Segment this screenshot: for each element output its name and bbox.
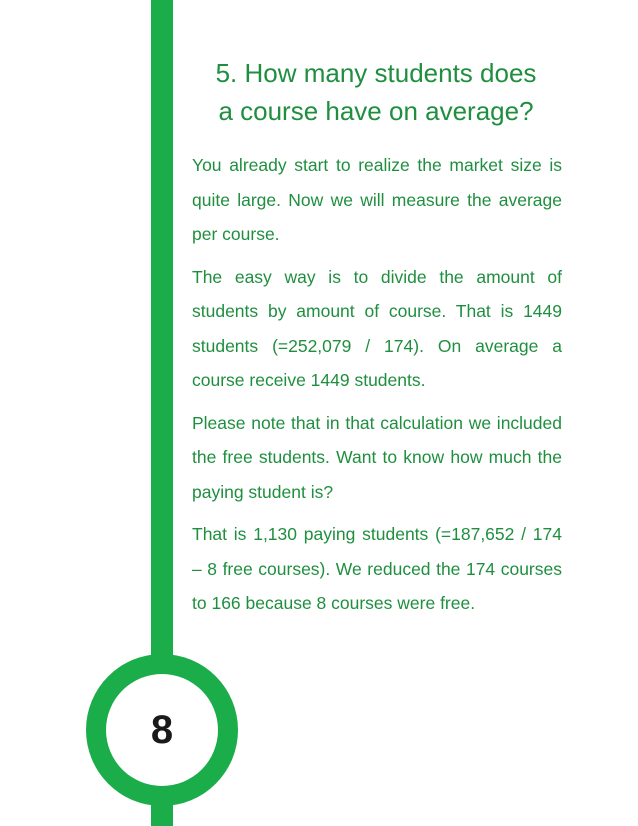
paragraph-paying-students: That is 1,130 paying students (=187,652 / 174 – 8 free courses). We reduced the 174 courses to 166 because 8 courses were free. bbox=[192, 524, 562, 613]
heading-line-2: a course have on average? bbox=[218, 96, 534, 126]
page-number: 8 bbox=[150, 708, 174, 752]
body-text bbox=[192, 148, 562, 629]
paragraph-free-students-note: Please note that in that calculation we included the free students. Want to know how much the paying student is? bbox=[192, 412, 562, 502]
paragraph-market-size: You already start to realize the market size is quite large. Now we will measure the average per course. bbox=[192, 155, 562, 244]
heading-line-1: 5. How many students does bbox=[215, 58, 537, 88]
section-heading bbox=[186, 54, 566, 130]
paragraph-average-calculation: The easy way is to divide the amount of students by amount of course. That is 1449 students (=252,079 / 174). On average a course receive 1449 students. bbox=[192, 266, 562, 390]
page-number-circle-inner bbox=[106, 674, 218, 786]
page-number-circle bbox=[86, 654, 238, 806]
